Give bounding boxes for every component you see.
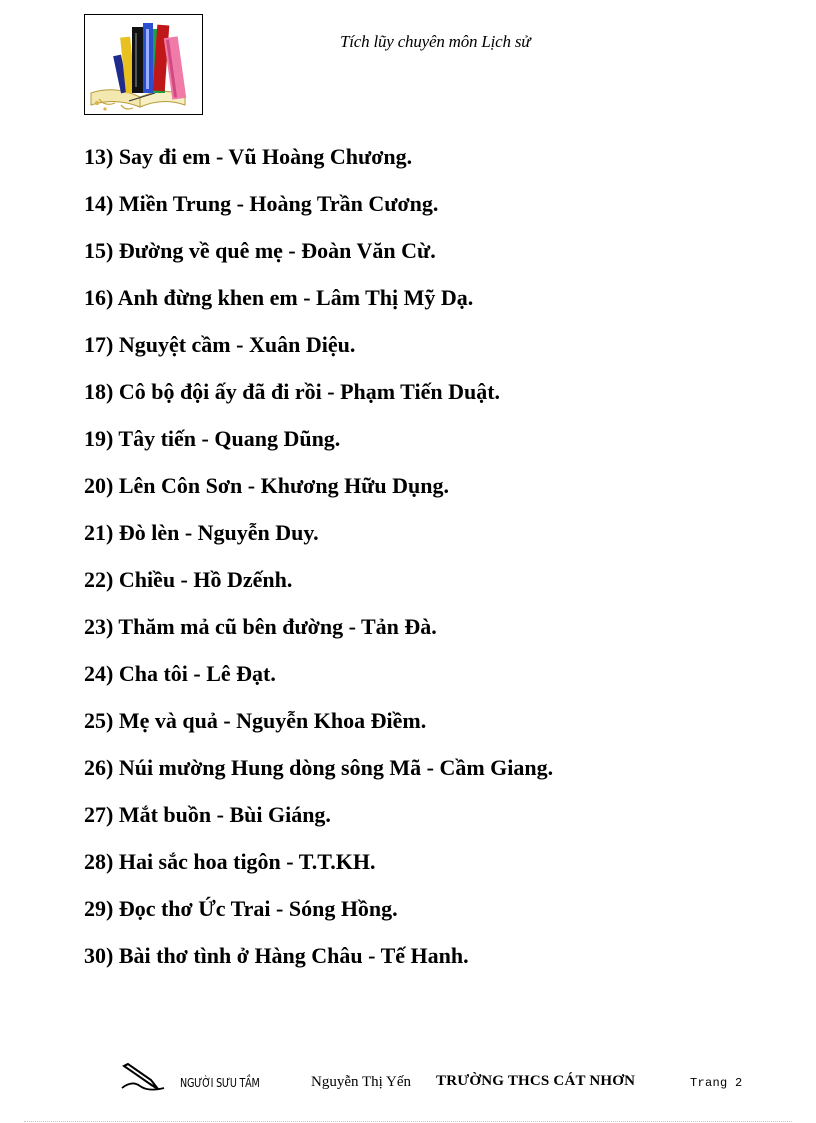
poem-item: 30) Bài thơ tình ở Hàng Châu - Tế Hanh. [84,943,469,968]
school-name: TRƯỜNG THCS CÁT NHƠN [436,1073,636,1089]
poem-item: 19) Tây tiến - Quang Dũng. [84,426,341,451]
pen-icon [120,1062,166,1092]
poem-item: 17) Nguyệt cầm - Xuân Diệu. [84,332,356,357]
books-logo-icon [84,14,203,115]
poem-item: 20) Lên Côn Sơn - Khương Hữu Dụng. [84,473,449,498]
author-name: Nguyễn Thị Yến [311,1074,411,1090]
poem-item: 16) Anh đừng khen em - Lâm Thị Mỹ Dạ. [84,285,474,310]
poem-item: 15) Đường về quê mẹ - Đoàn Văn Cừ. [84,238,436,263]
poem-item: 27) Mắt buồn - Bùi Giáng. [84,802,331,827]
header-title: Tích lũy chuyên môn Lịch sử [340,32,531,51]
page-number: Trang 2 [690,1076,743,1090]
poem-item: 26) Núi mường Hung dòng sông Mã - Cầm Giang. [84,755,554,780]
poem-list [84,143,553,989]
poem-item: 25) Mẹ và quả - Nguyễn Khoa Điềm. [84,708,427,733]
poem-item: 29) Đọc thơ Ức Trai - Sóng Hồng. [84,896,398,921]
poem-item: 13) Say đi em - Vũ Hoàng Chương. [84,144,413,169]
poem-item: 21) Đò lèn - Nguyễn Duy. [84,520,319,545]
poem-item: 23) Thăm mả cũ bên đường - Tản Đà. [84,614,437,639]
poem-item: 24) Cha tôi - Lê Đạt. [84,661,276,686]
collector-label: NGƯỜI SƯU TẦM [180,1076,260,1090]
poem-item: 28) Hai sắc hoa tigôn - T.T.KH. [84,849,376,874]
bottom-divider [24,1121,792,1122]
page-footer [0,1060,816,1100]
poem-item: 22) Chiều - Hồ Dzếnh. [84,567,293,592]
poem-item: 14) Miền Trung - Hoàng Trần Cương. [84,191,439,216]
poem-item: 18) Cô bộ đội ấy đã đi rồi - Phạm Tiến Duật. [84,379,501,404]
